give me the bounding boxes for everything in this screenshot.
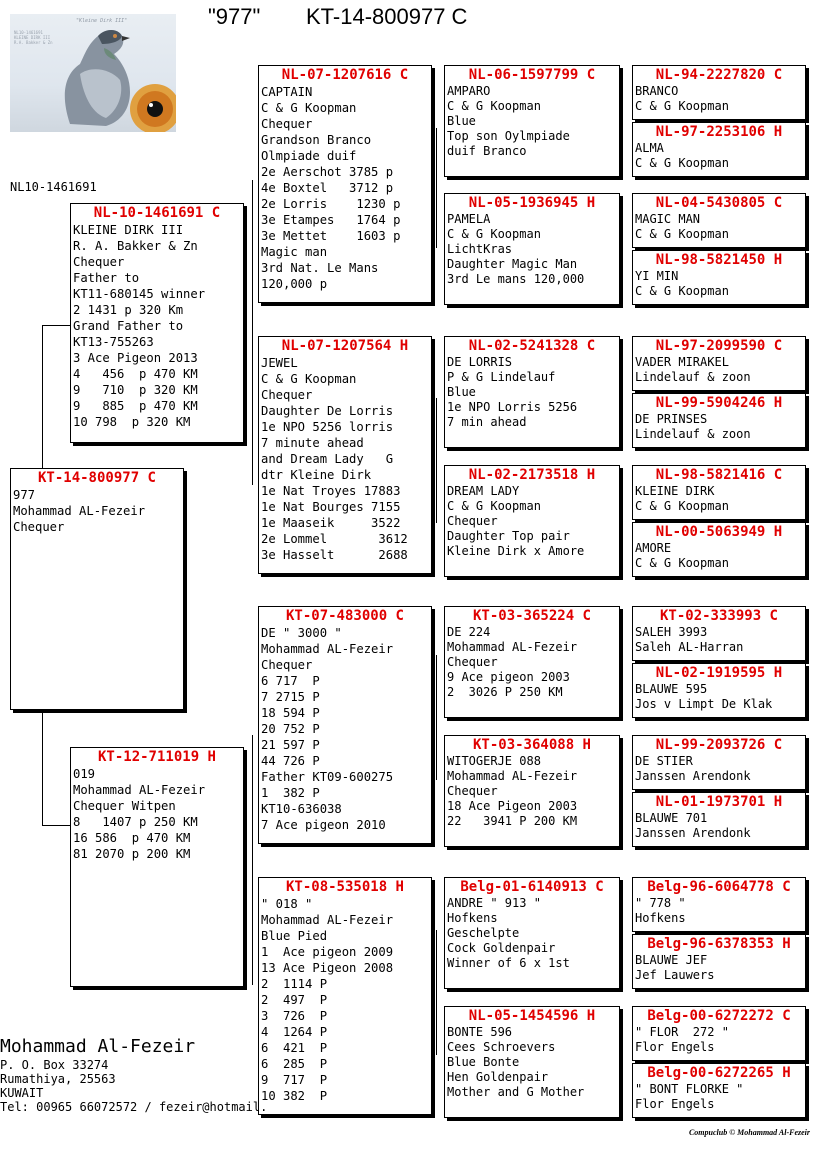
pedigree-card-gen4: [444, 465, 620, 577]
card-text-line: Lindelauf & zoon: [635, 370, 751, 384]
ring-number: NL-02-2173518 H: [468, 467, 596, 483]
ring-number: Belg-01-6140913 C: [460, 879, 604, 895]
card-text-line: 1e NPO 5256 lorris: [261, 420, 394, 434]
card-text-line: 120,000 p: [261, 277, 328, 291]
card-text-line: 2e Lorris 1230 p: [261, 197, 401, 211]
pedigree-card-dam-sire: [258, 606, 432, 844]
card-text-line: 10 382 P: [261, 1089, 328, 1103]
card-text-line: DE LORRIS: [447, 355, 513, 369]
card-text-line: Blue Bonte: [447, 1055, 520, 1069]
pedigree-card-gen5: [632, 663, 806, 718]
card-text-line: 8 1407 p 250 KM: [73, 815, 198, 829]
card-text-line: C & G Koopman: [635, 99, 729, 113]
card-text-line: Mohammad AL-Fezeir: [73, 783, 206, 797]
ring-number: NL-97-2099590 C: [655, 338, 783, 354]
pedigree-card-gen5: [632, 193, 806, 248]
card-text-line: Janssen Arendonk: [635, 769, 751, 783]
owner-address-line: Rumathiya, 25563: [0, 1072, 116, 1086]
card-text-line: 019: [73, 767, 96, 781]
pigeon-illustration: [10, 14, 176, 132]
card-text-line: DREAM LADY: [447, 484, 520, 498]
card-text-line: " FLOR 272 ": [635, 1025, 729, 1039]
card-text-line: duif Branco: [447, 144, 527, 158]
card-text-line: SALEH 3993: [635, 625, 708, 639]
card-text-line: ALMA: [635, 141, 664, 155]
ring-number: NL-97-2253106 H: [655, 124, 783, 140]
pedigree-card-gen5: [632, 1006, 806, 1061]
card-text-line: Mohammad AL-Fezeir: [261, 642, 394, 656]
card-text-line: VADER MIRAKEL: [635, 355, 729, 369]
card-text-line: P & G Lindelauf: [447, 370, 556, 384]
card-text-line: Magic man: [261, 245, 328, 259]
ring-number: NL-00-5063949 H: [655, 524, 783, 540]
ring-number: NL-94-2227820 C: [655, 67, 783, 83]
card-text-line: Cock Goldenpair: [447, 941, 556, 955]
ring-number: Belg-96-6378353 H: [647, 936, 791, 952]
card-text-line: 4 456 p 470 KM: [73, 367, 198, 381]
card-text-line: Grand Father to: [73, 319, 184, 333]
card-text-line: Top son Oylmpiade: [447, 129, 570, 143]
card-text-line: 2e Lommel 3612: [261, 532, 408, 546]
card-text-line: 2e Aerschot 3785 p: [261, 165, 394, 179]
card-text-line: Flor Engels: [635, 1040, 715, 1054]
ring-number: KT-07-483000 C: [285, 608, 404, 624]
card-text-line: BLAUWE JEF: [635, 953, 708, 967]
card-text-line: AMPARO: [447, 84, 491, 98]
ring-number: NL-06-1597799 C: [468, 67, 596, 83]
card-text-line: 6 285 P: [261, 1057, 328, 1071]
card-text-line: Grandson Branco: [261, 133, 372, 147]
card-text-line: DE PRINSES: [635, 412, 708, 426]
pedigree-card-gen5: [632, 465, 806, 520]
card-text-line: DE " 3000 ": [261, 626, 342, 640]
card-text-line: BLAUWE 595: [635, 682, 708, 696]
pedigree-card-gen4: [444, 606, 620, 718]
pedigree-card-subject: [10, 468, 184, 710]
card-text-line: " BONT FLORKE ": [635, 1082, 744, 1096]
ring-number: KT-12-711019 H: [97, 749, 216, 765]
card-text-line: C & G Koopman: [447, 227, 541, 241]
card-text-line: Chequer: [261, 117, 313, 131]
card-text-line: Blue: [447, 114, 476, 128]
card-text-line: KT11-680145 winner: [73, 287, 206, 301]
ring-number: NL-02-5241328 C: [468, 338, 596, 354]
card-text-line: KT10-636038: [261, 802, 342, 816]
photo-caption-line: NL10-1461691: [14, 30, 43, 35]
card-text-line: Chequer Witpen: [73, 799, 176, 813]
pedigree-card-gen5: [632, 250, 806, 305]
ring-number: Belg-00-6272272 C: [647, 1008, 791, 1024]
ring-number: KT-03-364088 H: [472, 737, 591, 753]
ring-number: KT-02-333993 C: [659, 608, 778, 624]
card-text-line: and Dream Lady G: [261, 452, 394, 466]
connector-line: [42, 825, 70, 826]
pedigree-card-sire-dam: [258, 336, 432, 574]
top-ring-reference: NL10-1461691: [10, 180, 97, 194]
card-text-line: Blue Pied: [261, 929, 328, 943]
card-text-line: 1e Nat Troyes 17883: [261, 484, 401, 498]
ring-number: KT-14-800977 C: [37, 470, 156, 486]
pedigree-card-gen5: [632, 877, 806, 932]
card-text-line: Flor Engels: [635, 1097, 715, 1111]
card-text-line: Chequer: [261, 388, 313, 402]
connector-line: [436, 398, 437, 523]
card-text-line: Hofkens: [635, 911, 686, 925]
connector-line: [436, 930, 437, 1055]
card-text-line: " 018 ": [261, 897, 313, 911]
card-text-line: 9 Ace pigeon 2003: [447, 670, 570, 684]
pedigree-card-dam: [70, 747, 244, 987]
pedigree-card-gen5: [632, 122, 806, 177]
card-text-line: WITOGERJE 088: [447, 754, 541, 768]
card-text-line: YI MIN: [635, 269, 679, 283]
card-text-line: Father KT09-600275: [261, 770, 394, 784]
card-text-line: Olmpiade duif: [261, 149, 357, 163]
card-text-line: LichtKras: [447, 242, 513, 256]
card-text-line: 3 726 P: [261, 1009, 328, 1023]
ring-number: Belg-00-6272265 H: [647, 1065, 791, 1081]
card-text-line: Chequer: [447, 784, 498, 798]
card-text-line: 2 3026 P 250 KM: [447, 685, 563, 699]
card-text-line: Mohammad AL-Fezeir: [447, 769, 578, 783]
pigeon-photo: [10, 14, 176, 132]
connector-line: [42, 710, 43, 825]
ring-number: NL-10-1461691 C: [93, 205, 221, 221]
pedigree-card-sire: [70, 203, 244, 443]
ring-number: NL-02-1919595 H: [655, 665, 783, 681]
card-text-line: " 778 ": [635, 896, 686, 910]
ring-number: NL-07-1207616 C: [281, 67, 409, 83]
card-text-line: 6 421 P: [261, 1041, 328, 1055]
pedigree-card-gen5: [632, 393, 806, 448]
card-text-line: Geschelpte: [447, 926, 520, 940]
pedigree-card-gen5: [632, 65, 806, 120]
card-text-line: JEWEL: [261, 356, 298, 370]
card-text-line: Mohammad AL-Fezeir: [13, 504, 146, 518]
card-text-line: 9 717 P: [261, 1073, 328, 1087]
card-text-line: Chequer: [447, 514, 498, 528]
card-text-line: 3rd Le mans 120,000: [447, 272, 585, 286]
card-text-line: Jef Lauwers: [635, 968, 715, 982]
photo-caption-line: R.A. Bakker & Zn: [14, 40, 53, 45]
card-text-line: 2 1431 p 320 Km: [73, 303, 184, 317]
connector-line: [436, 655, 437, 780]
card-text-line: 20 752 P: [261, 722, 320, 736]
card-text-line: Daughter Magic Man: [447, 257, 578, 271]
card-text-line: 18 594 P: [261, 706, 320, 720]
card-text-line: 7 minute ahead: [261, 436, 364, 450]
card-text-line: 4e Boxtel 3712 p: [261, 181, 394, 195]
card-text-line: dtr Kleine Dirk: [261, 468, 372, 482]
owner-address-line: P. O. Box 33274: [0, 1058, 109, 1072]
ring-number: Belg-96-6064778 C: [647, 879, 791, 895]
card-text-line: 3e Etampes 1764 p: [261, 213, 401, 227]
card-text-line: KLEINE DIRK: [635, 484, 715, 498]
card-text-line: C & G Koopman: [447, 499, 541, 513]
card-text-line: 81 2070 p 200 KM: [73, 847, 191, 861]
pedigree-card-gen4: [444, 65, 620, 177]
card-text-line: Cees Schroevers: [447, 1040, 556, 1054]
card-text-line: Janssen Arendonk: [635, 826, 751, 840]
card-text-line: Jos v Limpt De Klak: [635, 697, 773, 711]
owner-contact-block: [0, 1036, 267, 1114]
pigeon-ring-title: KT-14-800977 C: [306, 4, 468, 29]
connector-line: [436, 128, 437, 248]
card-text-line: 4 1264 P: [261, 1025, 328, 1039]
software-credit: Compuclub © Mohammad Al-Fezeir: [688, 1128, 810, 1137]
card-text-line: Saleh AL-Harran: [635, 640, 744, 654]
card-text-line: KT13-755263: [73, 335, 154, 349]
ring-number: NL-01-1973701 H: [655, 794, 783, 810]
card-text-line: Chequer: [73, 255, 125, 269]
card-text-line: CAPTAIN: [261, 85, 313, 99]
card-text-line: BLAUWE 701: [635, 811, 708, 825]
card-text-line: AMORE: [635, 541, 672, 555]
card-text-line: 1e NPO Lorris 5256: [447, 400, 578, 414]
card-text-line: Chequer: [13, 520, 65, 534]
pedigree-card-gen4: [444, 1006, 620, 1118]
photo-caption-title: "Kleine Dirk III": [76, 18, 128, 24]
card-text-line: 1 382 P: [261, 786, 320, 800]
card-text-line: Chequer: [447, 655, 498, 669]
card-text-line: 977: [13, 488, 36, 502]
card-text-line: Father to: [73, 271, 140, 285]
card-text-line: 7 Ace pigeon 2010: [261, 818, 386, 832]
card-text-line: Kleine Dirk x Amore: [447, 544, 585, 558]
card-text-line: Hofkens: [447, 911, 498, 925]
owner-address-line: KUWAIT: [0, 1086, 44, 1100]
card-text-line: Blue: [447, 385, 476, 399]
card-text-line: 44 726 P: [261, 754, 320, 768]
card-text-line: 9 710 p 320 KM: [73, 383, 198, 397]
pedigree-card-gen5: [632, 606, 806, 661]
card-text-line: 6 717 P: [261, 674, 320, 688]
pedigree-card-gen5: [632, 934, 806, 989]
card-text-line: C & G Koopman: [447, 99, 541, 113]
card-text-line: Mohammad AL-Fezeir: [261, 913, 394, 927]
ring-number: NL-98-5821416 C: [655, 467, 783, 483]
ring-number: NL-05-1936945 H: [468, 195, 596, 211]
card-text-line: 10 798 p 320 KM: [73, 415, 191, 429]
card-text-line: BRANCO: [635, 84, 679, 98]
card-text-line: 21 597 P: [261, 738, 320, 752]
card-text-line: Lindelauf & zoon: [635, 427, 751, 441]
card-text-line: 3rd Nat. Le Mans: [261, 261, 379, 275]
card-text-line: Mother and G Mother: [447, 1085, 585, 1099]
pedigree-card-gen5: [632, 792, 806, 847]
card-text-line: C & G Koopman: [261, 372, 357, 386]
card-text-line: 3e Hasselt 2688: [261, 548, 408, 562]
ring-number: NL-99-2093726 C: [655, 737, 783, 753]
pedigree-card-gen5: [632, 522, 806, 577]
ring-number: KT-03-365224 C: [472, 608, 591, 624]
card-text-line: BONTE 596: [447, 1025, 513, 1039]
pedigree-card-gen4: [444, 735, 620, 847]
card-text-line: PAMELA: [447, 212, 491, 226]
ring-number: NL-04-5430805 C: [655, 195, 783, 211]
photo-caption-line: KLEINE DIRK III: [14, 35, 51, 40]
card-text-line: C & G Koopman: [635, 556, 729, 570]
card-text-line: 13 Ace Pigeon 2008: [261, 961, 394, 975]
card-text-line: 22 3941 P 200 KM: [447, 814, 578, 828]
card-text-line: 16 586 p 470 KM: [73, 831, 191, 845]
pigeon-name-title: "977": [208, 4, 261, 29]
card-text-line: 1e Nat Bourges 7155: [261, 500, 401, 514]
card-text-line: 3 Ace Pigeon 2013: [73, 351, 198, 365]
connector-line: [252, 735, 253, 985]
pedigree-card-gen4: [444, 193, 620, 305]
card-text-line: C & G Koopman: [635, 499, 729, 513]
card-text-line: 7 2715 P: [261, 690, 320, 704]
ring-number: NL-99-5904246 H: [655, 395, 783, 411]
card-text-line: 7 min ahead: [447, 415, 527, 429]
ring-number: NL-98-5821450 H: [655, 252, 783, 268]
card-text-line: DE STIER: [635, 754, 693, 768]
pedigree-card-gen5: [632, 735, 806, 790]
card-text-line: 3e Mettet 1603 p: [261, 229, 401, 243]
card-text-line: Hen Goldenpair: [447, 1070, 549, 1084]
pedigree-card-sire-sire: [258, 65, 432, 303]
card-text-line: DE 224: [447, 625, 491, 639]
pedigree-card-gen4: [444, 336, 620, 448]
card-text-line: Mohammad AL-Fezeir: [447, 640, 578, 654]
card-text-line: 2 497 P: [261, 993, 328, 1007]
ring-number: NL-05-1454596 H: [468, 1008, 596, 1024]
card-text-line: C & G Koopman: [261, 101, 357, 115]
card-text-line: 1 Ace pigeon 2009: [261, 945, 394, 959]
pedigree-card-dam-dam: [258, 877, 432, 1115]
connector-line: [42, 325, 43, 470]
card-text-line: Winner of 6 x 1st: [447, 956, 570, 970]
card-text-line: ANDRE " 913 ": [447, 896, 541, 910]
ring-number: KT-08-535018 H: [285, 879, 404, 895]
pedigree-card-gen4: [444, 877, 620, 989]
card-text-line: Chequer: [261, 658, 313, 672]
card-text-line: 1e Maaseik 3522: [261, 516, 401, 530]
card-text-line: KLEINE DIRK III: [73, 223, 184, 237]
card-text-line: C & G Koopman: [635, 284, 729, 298]
card-text-line: C & G Koopman: [635, 227, 729, 241]
pedigree-card-gen5: [632, 336, 806, 391]
connector-line: [252, 180, 253, 485]
card-text-line: 9 885 p 470 KM: [73, 399, 198, 413]
owner-name: Mohammad Al-Fezeir: [0, 1036, 196, 1057]
card-text-line: R. A. Bakker & Zn: [73, 239, 198, 253]
card-text-line: 2 1114 P: [261, 977, 328, 991]
connector-line: [42, 325, 70, 326]
card-text-line: 18 Ace Pigeon 2003: [447, 799, 578, 813]
card-text-line: Daughter Top pair: [447, 529, 570, 543]
ring-number: NL-07-1207564 H: [281, 338, 409, 354]
card-text-line: C & G Koopman: [635, 156, 729, 170]
pedigree-card-gen5: [632, 1063, 806, 1118]
card-text-line: MAGIC MAN: [635, 212, 701, 226]
card-text-line: Daughter De Lorris: [261, 404, 394, 418]
owner-contact-line: Tel: 00965 66072572 / fezeir@hotmail.: [0, 1100, 268, 1114]
